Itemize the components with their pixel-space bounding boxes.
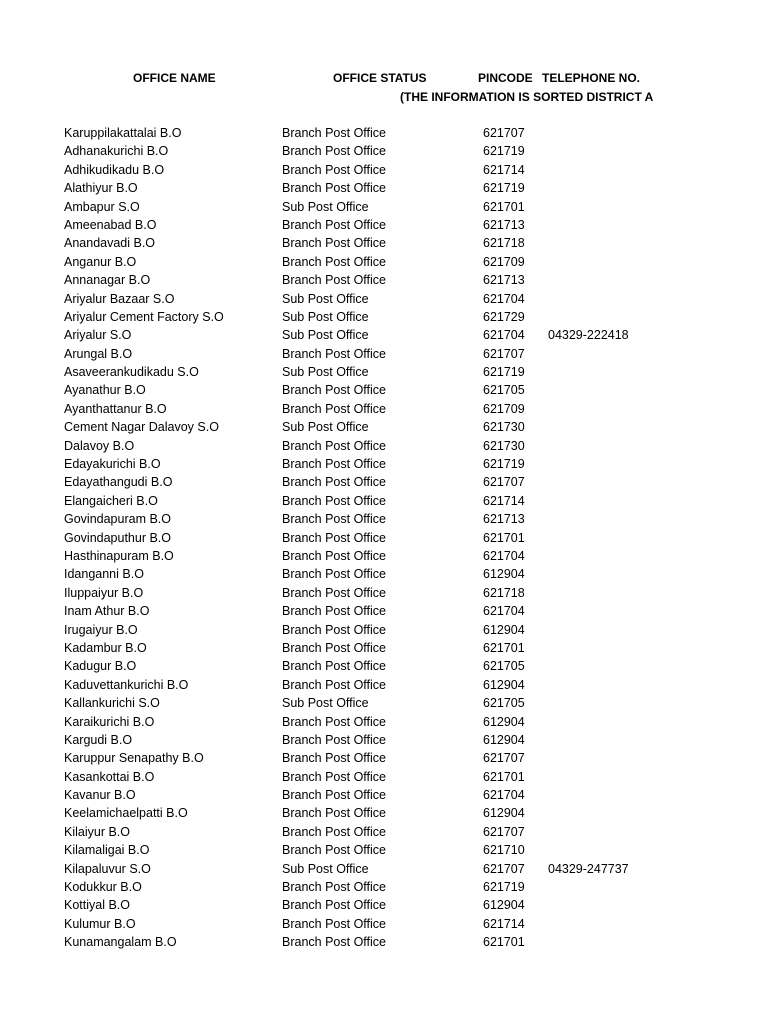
office-status-cell: Sub Post Office: [282, 861, 369, 876]
office-name-cell: Ayanthattanur B.O: [64, 401, 167, 416]
pincode-cell: 621705: [483, 659, 525, 674]
pincode-cell: 612904: [483, 898, 525, 913]
office-name-cell: Hasthinapuram B.O: [64, 548, 174, 563]
office-name-cell: Kunamangalam B.O: [64, 935, 177, 950]
pincode-cell: 621701: [483, 530, 525, 545]
office-name-cell: Adhikudikadu B.O: [64, 162, 165, 177]
table-row: [0, 401, 768, 419]
table-row: [0, 769, 768, 787]
table-row: [0, 548, 768, 566]
office-status-cell: Branch Post Office: [282, 622, 386, 637]
pincode-cell: 621719: [483, 181, 525, 196]
pincode-cell: 621729: [483, 309, 525, 324]
pincode-cell: 621713: [483, 273, 525, 288]
office-status-cell: Branch Post Office: [282, 714, 386, 729]
office-name-cell: Edayathangudi B.O: [64, 475, 173, 490]
office-status-cell: Sub Post Office: [282, 309, 369, 324]
telephone-cell: 04329-222418: [548, 328, 629, 343]
table-row: [0, 162, 768, 180]
office-status-cell: Branch Post Office: [282, 181, 386, 196]
table-row: [0, 217, 768, 235]
column-header-telephone: TELEPHONE NO.: [542, 71, 641, 85]
office-status-cell: Branch Post Office: [282, 530, 386, 545]
telephone-cell: 04329-247737: [548, 861, 629, 876]
table-row: [0, 199, 768, 217]
office-name-cell: Dalavoy B.O: [64, 438, 135, 453]
table-row: [0, 750, 768, 768]
office-status-cell: Branch Post Office: [282, 585, 386, 600]
sort-note: (THE INFORMATION IS SORTED DISTRICT A: [400, 90, 654, 104]
column-header-office-name: OFFICE NAME: [133, 71, 216, 85]
pincode-cell: 621705: [483, 696, 525, 711]
office-name-cell: Ambapur S.O: [64, 199, 140, 214]
table-row: [0, 714, 768, 732]
office-status-cell: Branch Post Office: [282, 383, 386, 398]
table-row: [0, 695, 768, 713]
office-name-cell: Kulumur B.O: [64, 916, 136, 931]
office-name-cell: Anganur B.O: [64, 254, 137, 269]
pincode-cell: 621730: [483, 420, 525, 435]
table-row: [0, 861, 768, 879]
table-row: [0, 640, 768, 658]
pincode-cell: 621704: [483, 604, 525, 619]
pincode-cell: 621704: [483, 328, 525, 343]
pincode-cell: 621709: [483, 254, 525, 269]
office-status-cell: Branch Post Office: [282, 824, 386, 839]
pincode-cell: 621701: [483, 640, 525, 655]
office-status-cell: Branch Post Office: [282, 604, 386, 619]
table-row: [0, 456, 768, 474]
office-status-cell: Sub Post Office: [282, 420, 369, 435]
office-status-cell: Branch Post Office: [282, 401, 386, 416]
pincode-cell: 621714: [483, 493, 525, 508]
office-status-cell: Sub Post Office: [282, 696, 369, 711]
pincode-cell: 621704: [483, 788, 525, 803]
office-name-cell: Kottiyal B.O: [64, 898, 130, 913]
table-row: [0, 272, 768, 290]
table-row: [0, 897, 768, 915]
pincode-cell: 621719: [483, 365, 525, 380]
pincode-cell: 621719: [483, 144, 525, 159]
office-status-cell: Branch Post Office: [282, 677, 386, 692]
office-name-cell: Kadugur B.O: [64, 659, 137, 674]
pincode-cell: 621707: [483, 861, 525, 876]
office-status-cell: Branch Post Office: [282, 732, 386, 747]
table-row: [0, 603, 768, 621]
pincode-cell: 621714: [483, 162, 525, 177]
office-name-cell: Irugaiyur B.O: [64, 622, 138, 637]
pincode-cell: 621707: [483, 126, 525, 140]
office-name-cell: Kilamaligai B.O: [64, 843, 150, 858]
table-row: [0, 364, 768, 382]
pincode-cell: 612904: [483, 714, 525, 729]
office-name-cell: Kilaiyur B.O: [64, 824, 130, 839]
pincode-cell: 621707: [483, 346, 525, 361]
pincode-cell: 621713: [483, 512, 525, 527]
column-header-office-status: OFFICE STATUS: [333, 71, 427, 85]
pincode-cell: 621718: [483, 236, 525, 251]
office-name-cell: Ayanathur B.O: [64, 383, 146, 398]
office-name-cell: Keelamichaelpatti B.O: [64, 806, 188, 821]
pincode-cell: 621709: [483, 401, 525, 416]
table-row: [0, 585, 768, 603]
table-row: [0, 824, 768, 842]
table-row: [0, 180, 768, 198]
pincode-cell: 612904: [483, 622, 525, 637]
office-status-cell: Branch Post Office: [282, 843, 386, 858]
table-row: [0, 382, 768, 400]
table-row: [0, 677, 768, 695]
table-row: [0, 879, 768, 897]
office-name-cell: Alathiyur B.O: [64, 181, 138, 196]
table-row: [0, 291, 768, 309]
pincode-cell: 621719: [483, 457, 525, 472]
pincode-cell: 621705: [483, 383, 525, 398]
office-status-cell: Branch Post Office: [282, 236, 386, 251]
table-row: [0, 438, 768, 456]
office-status-cell: Branch Post Office: [282, 567, 386, 582]
office-status-cell: Branch Post Office: [282, 346, 386, 361]
office-status-cell: Branch Post Office: [282, 806, 386, 821]
office-name-cell: Govindaputhur B.O: [64, 530, 172, 545]
table-row: [0, 254, 768, 272]
office-status-cell: Branch Post Office: [282, 659, 386, 674]
office-status-cell: Sub Post Office: [282, 365, 369, 380]
pincode-cell: 612904: [483, 677, 525, 692]
office-name-cell: Kadambur B.O: [64, 640, 147, 655]
office-name-cell: Elangaicheri B.O: [64, 493, 158, 508]
office-name-cell: Kasankottai B.O: [64, 769, 155, 784]
pincode-cell: 621701: [483, 935, 525, 950]
table-row: [0, 916, 768, 934]
table-row: [0, 787, 768, 805]
pincode-cell: 621704: [483, 548, 525, 563]
table-row: [0, 125, 768, 143]
office-name-cell: Arungal B.O: [64, 346, 133, 361]
pincode-cell: 621704: [483, 291, 525, 306]
office-status-cell: Branch Post Office: [282, 512, 386, 527]
office-status-cell: Sub Post Office: [282, 328, 369, 343]
office-name-cell: Kaduvettankurichi B.O: [64, 677, 189, 692]
pincode-cell: 621707: [483, 824, 525, 839]
office-name-cell: Inam Athur B.O: [64, 604, 150, 619]
pincode-cell: 621707: [483, 751, 525, 766]
table-row: [0, 235, 768, 253]
office-status-cell: Branch Post Office: [282, 916, 386, 931]
office-name-cell: Anandavadi B.O: [64, 236, 156, 251]
office-name-cell: Cement Nagar Dalavoy S.O: [64, 420, 219, 435]
office-status-cell: Branch Post Office: [282, 438, 386, 453]
office-name-cell: Ariyalur Bazaar S.O: [64, 291, 175, 306]
office-status-cell: Branch Post Office: [282, 475, 386, 490]
office-name-cell: Ameenabad B.O: [64, 217, 157, 232]
office-status-cell: Branch Post Office: [282, 126, 386, 140]
pincode-cell: 621714: [483, 916, 525, 931]
table-row: [0, 566, 768, 584]
pincode-cell: 621710: [483, 843, 525, 858]
pincode-cell: 621730: [483, 438, 525, 453]
office-name-cell: Idanganni B.O: [64, 567, 144, 582]
office-name-cell: Kilapaluvur S.O: [64, 861, 151, 876]
office-status-cell: Branch Post Office: [282, 144, 386, 159]
office-name-cell: Karaikurichi B.O: [64, 714, 155, 729]
office-name-cell: Kallankurichi S.O: [64, 696, 160, 711]
office-name-cell: Ariyalur Cement Factory S.O: [64, 309, 224, 324]
table-row: [0, 622, 768, 640]
office-table-body: [0, 125, 768, 953]
pincode-cell: 621718: [483, 585, 525, 600]
office-status-cell: Branch Post Office: [282, 493, 386, 508]
office-name-cell: Kargudi B.O: [64, 732, 133, 747]
office-name-cell: Annanagar B.O: [64, 273, 151, 288]
office-status-cell: Branch Post Office: [282, 751, 386, 766]
table-row: [0, 327, 768, 345]
office-name-cell: Ariyalur S.O: [64, 328, 132, 343]
column-header-pincode: PINCODE: [478, 71, 533, 85]
table-row: [0, 842, 768, 860]
office-status-cell: Branch Post Office: [282, 898, 386, 913]
table-row: [0, 474, 768, 492]
office-status-cell: Branch Post Office: [282, 769, 386, 784]
table-row: [0, 419, 768, 437]
office-name-cell: Kodukkur B.O: [64, 880, 142, 895]
office-name-cell: Karuppilakattalai B.O: [64, 126, 182, 140]
office-name-cell: Kavanur B.O: [64, 788, 136, 803]
table-row: [0, 309, 768, 327]
office-status-cell: Sub Post Office: [282, 291, 369, 306]
table-row: [0, 530, 768, 548]
table-row: [0, 143, 768, 161]
office-status-cell: Branch Post Office: [282, 640, 386, 655]
pincode-cell: 621701: [483, 199, 525, 214]
pincode-cell: 612904: [483, 567, 525, 582]
table-row: [0, 658, 768, 676]
office-status-cell: Branch Post Office: [282, 273, 386, 288]
office-status-cell: Branch Post Office: [282, 162, 386, 177]
table-row: [0, 934, 768, 952]
pincode-cell: 621719: [483, 880, 525, 895]
office-status-cell: Branch Post Office: [282, 880, 386, 895]
pincode-cell: 612904: [483, 732, 525, 747]
office-status-cell: Branch Post Office: [282, 548, 386, 563]
office-name-cell: Iluppaiyur B.O: [64, 585, 144, 600]
pincode-cell: 621701: [483, 769, 525, 784]
office-name-cell: Adhanakurichi B.O: [64, 144, 169, 159]
office-name-cell: Asaveerankudikadu S.O: [64, 365, 199, 380]
pincode-cell: 612904: [483, 806, 525, 821]
table-row: [0, 493, 768, 511]
office-status-cell: Branch Post Office: [282, 457, 386, 472]
table-row: [0, 511, 768, 529]
office-status-cell: Sub Post Office: [282, 199, 369, 214]
office-name-cell: Edayakurichi B.O: [64, 457, 161, 472]
office-status-cell: Branch Post Office: [282, 935, 386, 950]
table-row: [0, 732, 768, 750]
office-status-cell: Branch Post Office: [282, 788, 386, 803]
office-name-cell: Karuppur Senapathy B.O: [64, 751, 204, 766]
office-status-cell: Branch Post Office: [282, 254, 386, 269]
pincode-cell: 621713: [483, 217, 525, 232]
table-row: [0, 805, 768, 823]
office-name-cell: Govindapuram B.O: [64, 512, 171, 527]
office-status-cell: Branch Post Office: [282, 217, 386, 232]
pincode-cell: 621707: [483, 475, 525, 490]
table-row: [0, 346, 768, 364]
